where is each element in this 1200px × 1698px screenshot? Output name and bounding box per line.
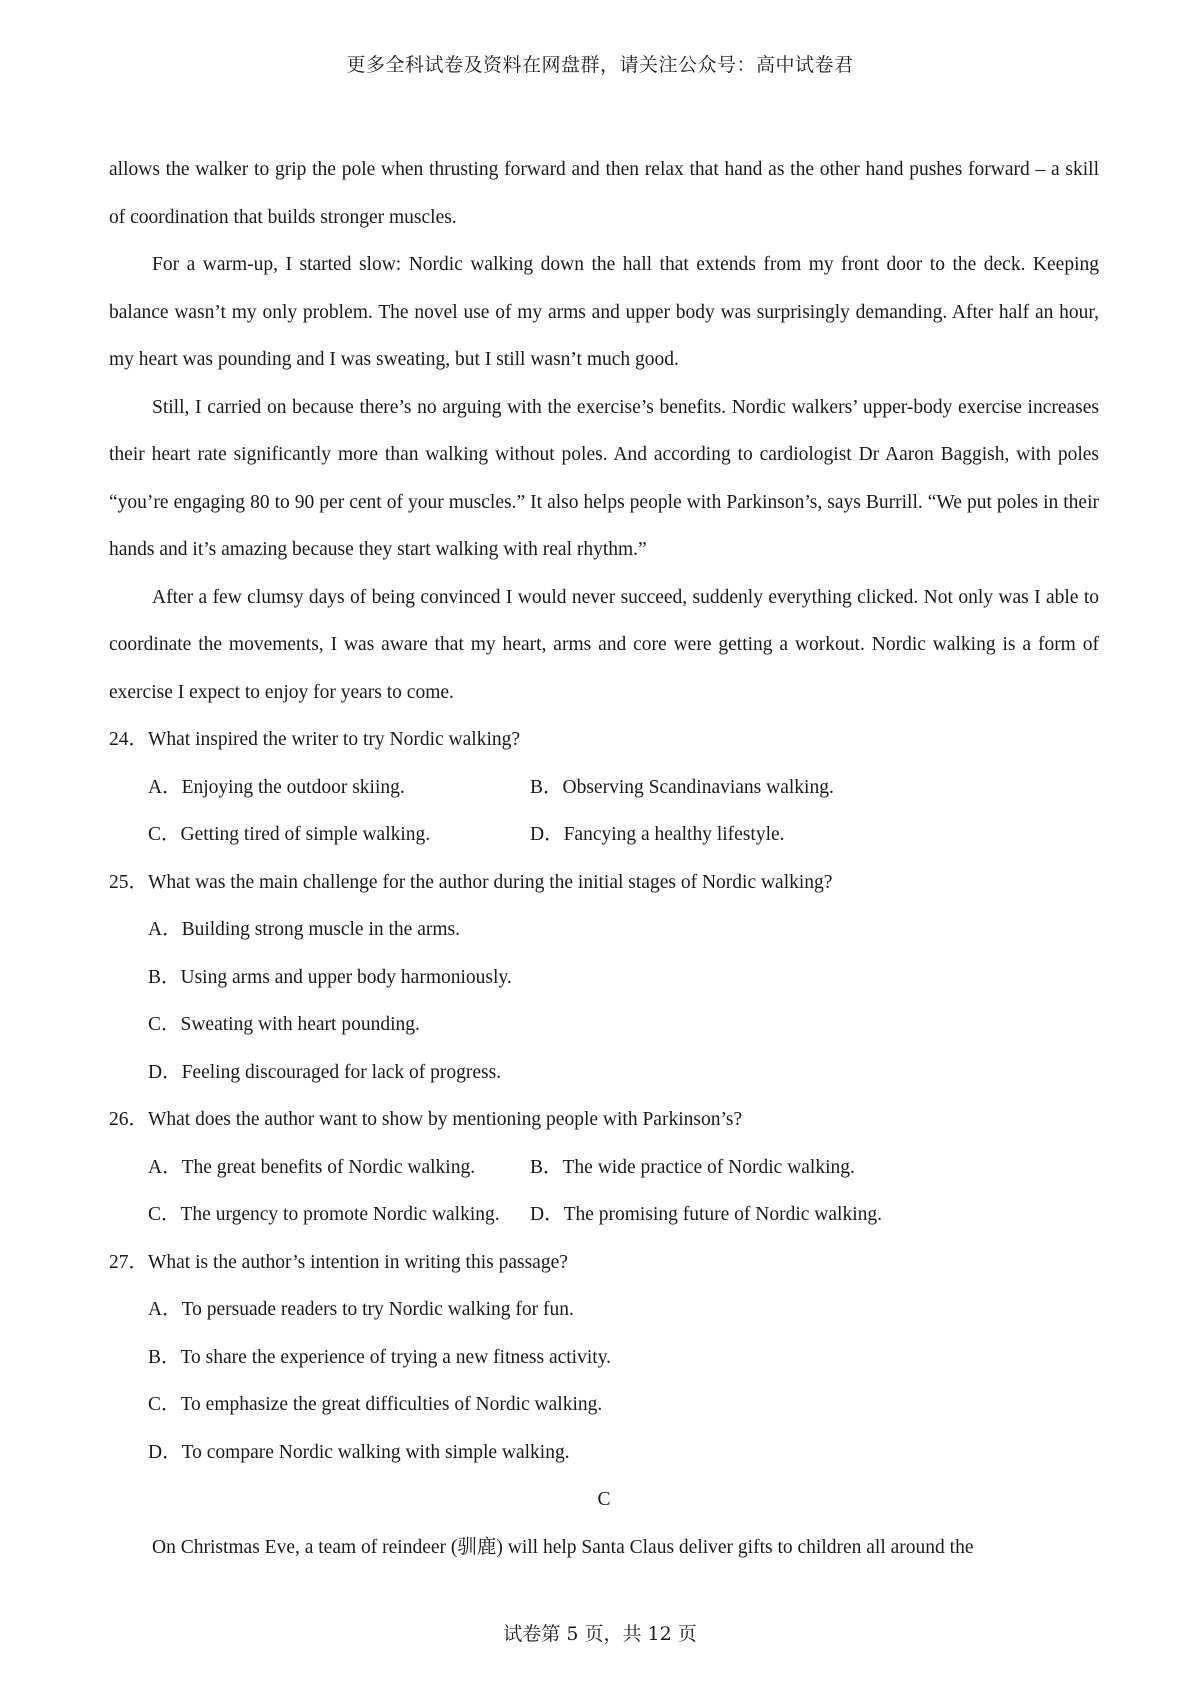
passage-paragraph-4: After a few clumsy days of being convinced I would never succeed, suddenly everything clicked. Not only was I able to coordinate the movements, I was aware that my heart, arms and core were getting a workout. Nordic walking is a form of exercise I expect to enjoy for years to come. xyxy=(109,586,1099,703)
page-content xyxy=(109,146,1099,1571)
question-27-option-c: C．To emphasize the great difficulties of Nordic walking. xyxy=(148,1394,603,1415)
question-24-option-c: C．Getting tired of simple walking. xyxy=(148,824,431,845)
question-26-option-a: A．The great benefits of Nordic walking. xyxy=(148,1156,476,1178)
question-27-stem: 27．What is the author’s intention in writing this passage? xyxy=(109,1251,568,1273)
section-c-paragraph-1: On Christmas Eve, a team of reindeer (驯鹿) will help Santa Claus deliver gifts to children all around the xyxy=(152,1536,974,1558)
question-25-option-b: B．Using arms and upper body harmoniously. xyxy=(148,966,512,988)
page-footer: 试卷第 5 页，共 12 页 xyxy=(503,1623,697,1645)
question-24-option-b: B．Observing Scandinavians walking. xyxy=(530,776,834,798)
question-25-option-a: A．Building strong muscle in the arms. xyxy=(148,919,460,940)
question-26-option-b: B．The wide practice of Nordic walking. xyxy=(530,1156,855,1178)
question-24-options-row-2 xyxy=(109,811,1099,859)
question-27-option-b: B．To share the experience of trying a new fitness activity. xyxy=(148,1346,612,1368)
question-27-option-d: D．To compare Nordic walking with simple walking. xyxy=(148,1441,570,1463)
question-27-option-a: A．To persuade readers to try Nordic walking for fun. xyxy=(148,1299,574,1320)
question-26-stem: 26．What does the author want to show by mentioning people with Parkinson’s? xyxy=(109,1109,743,1130)
passage-paragraph-2: For a warm-up, I started slow: Nordic walking down the hall that extends from my front door to the deck. Keeping balance wasn’t my only problem. The novel use of my arms and upper body was surprisingly demanding. After half an hour, my heart was pounding and I was sweating, but I still wasn’t much good. xyxy=(109,254,1099,370)
question-24-option-d: D．Fancying a healthy lifestyle. xyxy=(530,824,785,845)
question-26-option-c: C．The urgency to promote Nordic walking. xyxy=(148,1204,500,1225)
page-header: 更多全科试卷及资料在网盘群，请关注公众号：高中试卷君 xyxy=(346,54,854,76)
question-25-option-c: C．Sweating with heart pounding. xyxy=(148,1014,420,1035)
question-25-option-d: D．Feeling discouraged for lack of progress. xyxy=(148,1061,502,1083)
question-26-option-d: D．The promising future of Nordic walking. xyxy=(530,1204,883,1225)
question-26-options-row-1 xyxy=(109,1144,1099,1192)
question-24-stem: 24．What inspired the writer to try Nordic walking? xyxy=(109,729,521,750)
question-24-option-a: A．Enjoying the outdoor skiing. xyxy=(148,776,405,798)
section-label: C xyxy=(597,1489,611,1510)
question-25-stem: 25．What was the main challenge for the author during the initial stages of Nordic walking? xyxy=(109,871,833,893)
question-24-options-row-1 xyxy=(109,764,1099,812)
question-26-options-row-2 xyxy=(109,1191,1099,1239)
passage-paragraph-3: Still, I carried on because there’s no arguing with the exercise’s benefits. Nordic walkers’ upper-body exercise increases their heart rate significantly more than walking without poles. And according to cardiologist Dr Aaron Baggish, with poles “you’re engaging 80 to 90 per cent of your muscles.” It also helps people with Parkinson’s, says Burrill. “We put poles in their hands and it’s amazing because they start walking with real rhythm.” xyxy=(109,396,1099,560)
passage-paragraph-1: allows the walker to grip the pole when thrusting forward and then relax that hand as the other hand pushes forward – a skill of coordination that builds stronger muscles. xyxy=(109,159,1099,228)
